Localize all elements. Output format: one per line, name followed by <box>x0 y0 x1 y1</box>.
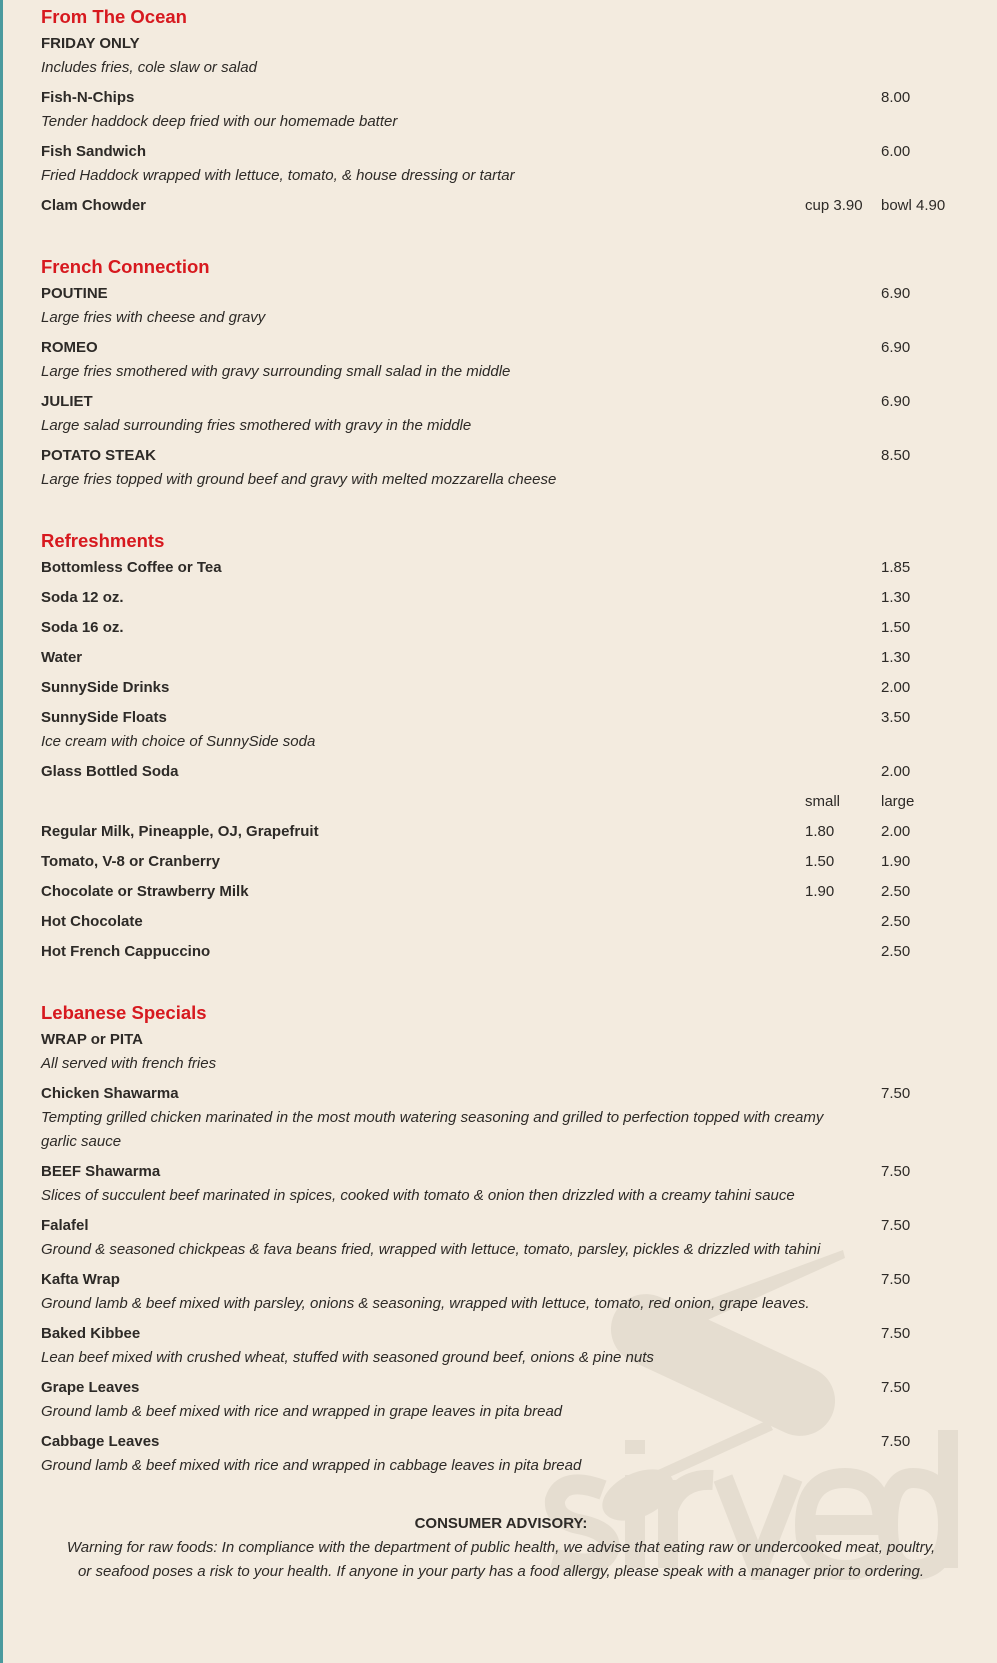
menu-item <box>41 706 961 754</box>
item-description: Large fries topped with ground beef and gravy with melted mozzarella cheese <box>41 471 557 488</box>
menu-item-row <box>41 706 961 730</box>
menu-item <box>41 616 961 640</box>
menu-item <box>41 140 961 188</box>
item-price: 7.50 <box>881 1085 911 1102</box>
menu-item <box>41 1430 961 1478</box>
item-name: Fish Sandwich <box>41 143 147 160</box>
item-price: 3.50 <box>881 709 911 726</box>
menu-item-row <box>41 336 961 360</box>
item-name: Water <box>41 649 83 666</box>
section-heading: Lebanese Specials <box>41 1002 207 1023</box>
consumer-advisory <box>41 1512 961 1584</box>
item-description: Includes fries, cole slaw or salad <box>41 59 257 76</box>
item-price: 7.50 <box>881 1163 911 1180</box>
item-price-small <box>805 910 881 934</box>
menu-item-row <box>41 1430 961 1454</box>
menu-item <box>41 940 961 964</box>
item-description: Ground lamb & beef mixed with rice and wrapped in cabbage leaves in pita bread <box>41 1457 582 1474</box>
item-description: Tender haddock deep fried with our homemade batter <box>41 113 398 130</box>
item-description: All served with french fries <box>41 1055 217 1072</box>
advisory-text: Warning for raw foods: In compliance with the department of public health, we advise that eating raw or undercooked meat, poultry, or seafood poses a risk to your health. If anyone in your party has a food allergy, please speak with a manager prior to ordering. <box>66 1539 936 1580</box>
menu-item-row <box>41 1028 961 1052</box>
item-price <box>881 1028 961 1052</box>
menu-item <box>41 1082 961 1154</box>
item-description: Large salad surrounding fries smothered with gravy in the middle <box>41 417 472 434</box>
item-price: large <box>881 793 915 810</box>
item-name: Soda 16 oz. <box>41 619 124 636</box>
menu-item <box>41 1214 961 1262</box>
menu-item <box>41 646 961 670</box>
menu-item <box>41 86 961 134</box>
item-description: Large fries with cheese and gravy <box>41 309 266 326</box>
item-name: SunnySide Floats <box>41 709 167 726</box>
item-price: 2.50 <box>881 883 911 900</box>
item-price: 2.00 <box>881 823 911 840</box>
item-description: Ground lamb & beef mixed with rice and wrapped in grape leaves in pita bread <box>41 1403 563 1420</box>
item-name: Regular Milk, Pineapple, OJ, Grapefruit <box>41 823 319 840</box>
menu-item-row <box>41 850 961 874</box>
item-price-small <box>805 86 881 110</box>
item-price-small <box>805 336 881 360</box>
menu-item-row <box>41 444 961 468</box>
menu-section <box>41 998 961 1478</box>
item-name: Kafta Wrap <box>41 1271 120 1288</box>
item-price-small <box>805 1268 881 1292</box>
item-name: Hot Chocolate <box>41 913 143 930</box>
item-price: 1.30 <box>881 649 911 666</box>
menu-item-row <box>41 940 961 964</box>
menu-section <box>41 2 961 218</box>
menu-item <box>41 850 961 874</box>
menu-item-row <box>41 194 961 218</box>
item-price-small: 1.80 <box>805 823 835 840</box>
item-price-small <box>805 390 881 414</box>
item-price: 2.50 <box>881 943 911 960</box>
item-price <box>881 32 961 56</box>
item-price-small <box>805 706 881 730</box>
menu-item <box>41 760 961 784</box>
item-description: Lean beef mixed with crushed wheat, stuffed with seasoned ground beef, onions & pine nuts <box>41 1349 654 1366</box>
item-price-small: 1.50 <box>805 853 835 870</box>
menu-item-row <box>41 910 961 934</box>
item-name: BEEF Shawarma <box>41 1163 161 1180</box>
menu-item <box>41 790 961 814</box>
item-price-small <box>805 1028 881 1052</box>
menu-item-row <box>41 140 961 164</box>
menu-item-row <box>41 820 961 844</box>
item-price-small <box>805 586 881 610</box>
item-price: 8.00 <box>881 89 911 106</box>
menu-item-row <box>41 1268 961 1292</box>
item-name: Bottomless Coffee or Tea <box>41 559 222 576</box>
menu-item-row <box>41 790 961 814</box>
menu-item-row <box>41 760 961 784</box>
menu-item <box>41 194 961 218</box>
section-heading: Refreshments <box>41 530 165 551</box>
item-price-small: 1.90 <box>805 883 835 900</box>
item-name: Clam Chowder <box>41 197 147 214</box>
item-price-small <box>805 140 881 164</box>
item-name: Cabbage Leaves <box>41 1433 160 1450</box>
menu-item-row <box>41 1082 961 1106</box>
item-price: 1.85 <box>881 559 911 576</box>
item-name: Chocolate or Strawberry Milk <box>41 883 249 900</box>
menu-item-row <box>41 86 961 110</box>
section-heading: From The Ocean <box>41 6 187 27</box>
menu-item-row <box>41 880 961 904</box>
menu-item <box>41 444 961 492</box>
menu-item-row <box>41 1160 961 1184</box>
menu-item <box>41 586 961 610</box>
menu-item <box>41 1376 961 1424</box>
item-price: 8.50 <box>881 447 911 464</box>
menu-item-row <box>41 556 961 580</box>
menu-item-row <box>41 646 961 670</box>
item-name: Baked Kibbee <box>41 1325 141 1342</box>
menu-item-row <box>41 282 961 306</box>
item-price-small <box>805 646 881 670</box>
menu-item-row <box>41 1322 961 1346</box>
menu-item-row <box>41 1214 961 1238</box>
menu-item <box>41 820 961 844</box>
menu-item <box>41 1028 961 1076</box>
menu-item <box>41 880 961 904</box>
item-name: JULIET <box>41 393 93 410</box>
item-price-small <box>805 32 881 56</box>
menu-item-row <box>41 390 961 414</box>
item-price-small <box>805 616 881 640</box>
item-name: Grape Leaves <box>41 1379 140 1396</box>
item-price: bowl 4.90 <box>881 197 946 214</box>
item-name: WRAP or PITA <box>41 1031 143 1048</box>
item-price-small <box>805 760 881 784</box>
item-name: POTATO STEAK <box>41 447 157 464</box>
menu-item <box>41 1160 961 1208</box>
item-price-small <box>805 1214 881 1238</box>
item-price: 2.50 <box>881 913 911 930</box>
menu-item <box>41 390 961 438</box>
item-price: 7.50 <box>881 1433 911 1450</box>
item-name: ROMEO <box>41 339 98 356</box>
item-price: 7.50 <box>881 1271 911 1288</box>
item-name <box>41 790 805 814</box>
item-description: Slices of succulent beef marinated in spices, cooked with tomato & onion then drizzled with a creamy tahini sauce <box>41 1187 795 1204</box>
item-price: 6.00 <box>881 143 911 160</box>
item-price: 1.90 <box>881 853 911 870</box>
item-name: Chicken Shawarma <box>41 1085 179 1102</box>
menu-item-row <box>41 32 961 56</box>
item-price-small <box>805 282 881 306</box>
item-price-small <box>805 1160 881 1184</box>
menu-item-row <box>41 1376 961 1400</box>
item-price-small <box>805 1082 881 1106</box>
item-price-small <box>805 940 881 964</box>
item-description: Large fries smothered with gravy surrounding small salad in the middle <box>41 363 511 380</box>
item-price: 7.50 <box>881 1217 911 1234</box>
advisory-title: CONSUMER ADVISORY: <box>414 1515 588 1532</box>
menu-item-row <box>41 616 961 640</box>
item-price-small: small <box>805 793 841 810</box>
item-name: SunnySide Drinks <box>41 679 170 696</box>
menu-item <box>41 1268 961 1316</box>
item-name: Glass Bottled Soda <box>41 763 179 780</box>
item-name: POUTINE <box>41 285 108 302</box>
item-price: 2.00 <box>881 679 911 696</box>
item-price: 7.50 <box>881 1325 911 1342</box>
item-description: Fried Haddock wrapped with lettuce, tomato, & house dressing or tartar <box>41 167 515 184</box>
item-name: Hot French Cappuccino <box>41 943 211 960</box>
menu-item-row <box>41 676 961 700</box>
menu-item <box>41 910 961 934</box>
menu-section <box>41 252 961 492</box>
item-name: FRIDAY ONLY <box>41 35 140 52</box>
item-name: Fish-N-Chips <box>41 89 135 106</box>
item-description: Ice cream with choice of SunnySide soda <box>41 733 316 750</box>
menu-item <box>41 556 961 580</box>
item-price: 1.30 <box>881 589 911 606</box>
item-price: 6.90 <box>881 393 911 410</box>
item-price-small <box>805 444 881 468</box>
item-price: 2.00 <box>881 763 911 780</box>
menu <box>3 0 961 1584</box>
item-price: 1.50 <box>881 619 911 636</box>
item-description: Tempting grilled chicken marinated in the most mouth watering seasoning and grilled to perfection topped with creamy garlic sauce <box>41 1109 824 1150</box>
item-price-small <box>805 1322 881 1346</box>
item-name: Soda 12 oz. <box>41 589 124 606</box>
menu-item <box>41 282 961 330</box>
menu-item <box>41 676 961 700</box>
menu-item <box>41 1322 961 1370</box>
item-description: Ground & seasoned chickpeas & fava beans fried, wrapped with lettuce, tomato, parsley, pickles & drizzled with tahini <box>41 1241 821 1258</box>
menu-item-row <box>41 586 961 610</box>
item-price: 6.90 <box>881 285 911 302</box>
item-price: 7.50 <box>881 1379 911 1396</box>
item-price-small <box>805 1430 881 1454</box>
menu-item <box>41 32 961 80</box>
item-description: Ground lamb & beef mixed with parsley, onions & seasoning, wrapped with lettuce, tomato, red onion, grape leaves. <box>41 1295 810 1312</box>
item-price-small <box>805 676 881 700</box>
section-heading: French Connection <box>41 256 210 277</box>
menu-section <box>41 526 961 964</box>
item-price-small <box>805 1376 881 1400</box>
item-price-small: cup 3.90 <box>805 197 863 214</box>
item-name: Tomato, V-8 or Cranberry <box>41 853 220 870</box>
menu-item <box>41 336 961 384</box>
item-price-small <box>805 556 881 580</box>
item-name: Falafel <box>41 1217 89 1234</box>
item-price: 6.90 <box>881 339 911 356</box>
